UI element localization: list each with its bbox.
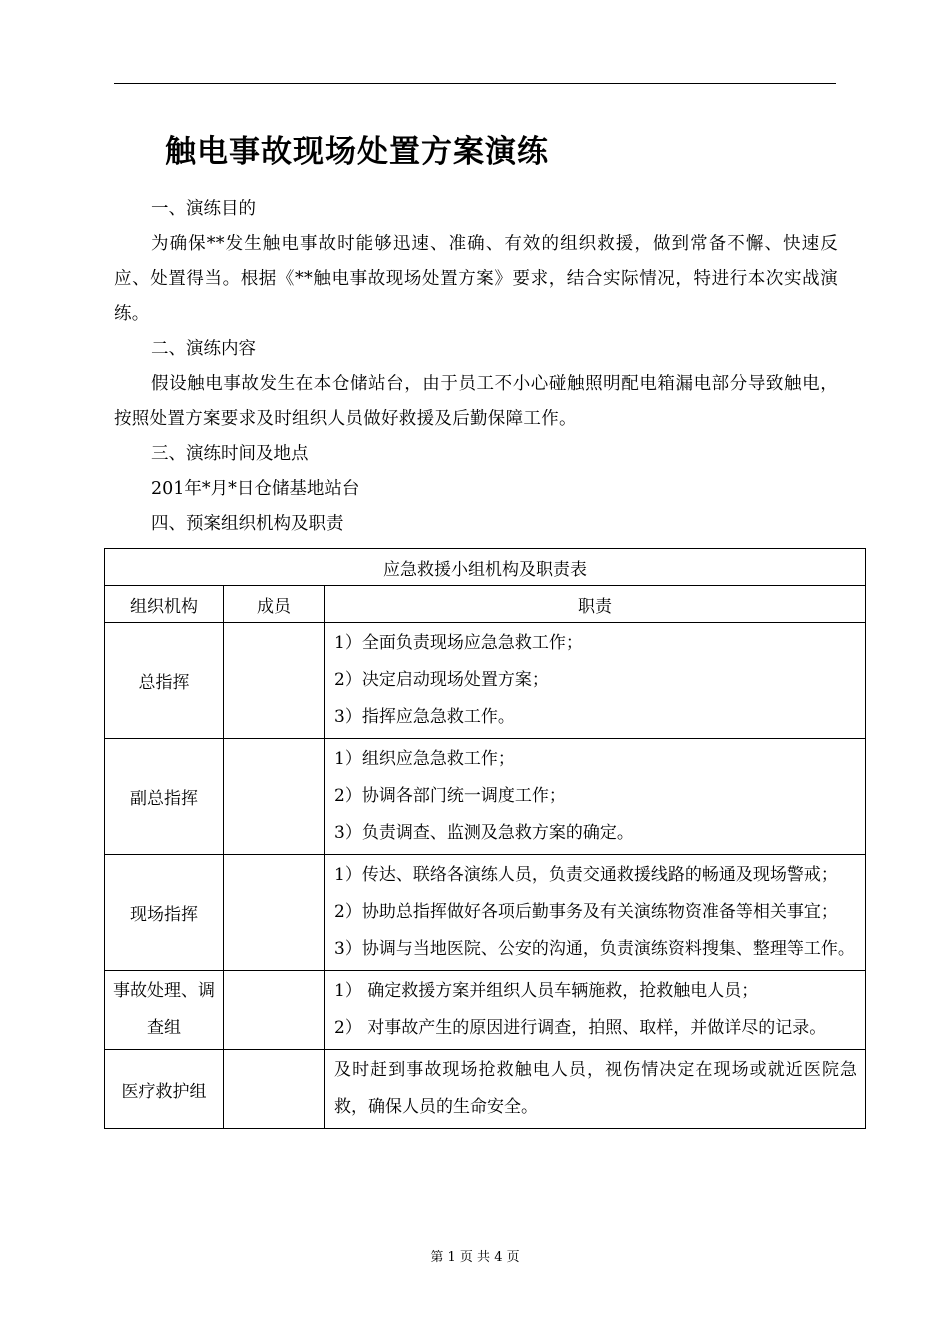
org-name: 事故处理、调查组 xyxy=(105,971,224,1050)
member-cell xyxy=(224,971,325,1050)
header-duties: 职责 xyxy=(325,586,866,623)
header-rule xyxy=(114,83,836,84)
duty-item: 1）传达、联络各演练人员，负责交通救援线路的畅通及现场警戒； xyxy=(334,865,838,885)
table-row xyxy=(105,623,866,739)
table-row xyxy=(105,971,866,1050)
section-2-heading: 二、演练内容 xyxy=(151,339,256,359)
member-cell xyxy=(224,739,325,855)
duties-cell xyxy=(325,623,866,739)
member-cell xyxy=(224,623,325,739)
duty-item: 3）指挥应急急救工作。 xyxy=(334,707,515,727)
page-number: 第 1 页 共 4 页 xyxy=(430,1250,520,1265)
duties-cell xyxy=(325,971,866,1050)
document-body xyxy=(114,192,838,542)
duty-item: 1）组织应急急救工作； xyxy=(334,749,515,769)
section-4-heading: 四、预案组织机构及职责 xyxy=(151,514,344,534)
section-2-text: 假设触电事故发生在本仓储站台，由于员工不小心碰触照明配电箱漏电部分导致触电，按照处置方案要求及时组织人员做好救援及后勤保障工作。 xyxy=(114,374,838,429)
duty-item: 3）负责调查、监测及急救方案的确定。 xyxy=(334,823,634,843)
section-3-text: 201年*月*日仓储基地站台 xyxy=(151,479,360,499)
duties-cell xyxy=(325,1050,866,1129)
duty-item: 3）协调与当地医院、公安的沟通，负责演练资料搜集、整理等工作。 xyxy=(334,939,855,959)
section-1-text: 为确保**发生触电事故时能够迅速、准确、有效的组织救援，做到常备不懈、快速反应、处置得当。根据《**触电事故现场处置方案》要求，结合实际情况，特进行本次实战演练。 xyxy=(114,234,838,324)
section-1-heading: 一、演练目的 xyxy=(151,199,256,219)
table-row xyxy=(105,1050,866,1129)
org-name: 总指挥 xyxy=(105,623,224,739)
org-name: 医疗救护组 xyxy=(105,1050,224,1129)
duty-item: 2）协调各部门统一调度工作； xyxy=(334,786,566,806)
header-member: 成员 xyxy=(224,586,325,623)
duty-item: 1）全面负责现场应急急救工作； xyxy=(334,633,583,653)
section-3-heading: 三、演练时间及地点 xyxy=(151,444,309,464)
document-title: 触电事故现场处置方案演练 xyxy=(165,134,549,170)
org-name: 现场指挥 xyxy=(105,855,224,971)
org-name: 副总指挥 xyxy=(105,739,224,855)
header-org: 组织机构 xyxy=(105,586,224,623)
table-row xyxy=(105,739,866,855)
duty-item: 1） 确定救援方案并组织人员车辆施救，抢救触电人员； xyxy=(334,981,759,1001)
member-cell xyxy=(224,855,325,971)
duties-cell xyxy=(325,739,866,855)
duty-item: 及时赶到事故现场抢救触电人员，视伤情决定在现场或就近医院急救，确保人员的生命安全。 xyxy=(334,1060,858,1117)
duty-item: 2） 对事故产生的原因进行调查，拍照、取样，并做详尽的记录。 xyxy=(334,1018,827,1038)
duty-table xyxy=(104,548,866,1129)
member-cell xyxy=(224,1050,325,1129)
duty-item: 2）协助总指挥做好各项后勤事务及有关演练物资准备等相关事宜； xyxy=(334,902,838,922)
duties-cell xyxy=(325,855,866,971)
duty-item: 2）决定启动现场处置方案； xyxy=(334,670,549,690)
table-caption: 应急救援小组机构及职责表 xyxy=(105,549,866,586)
table-row xyxy=(105,855,866,971)
